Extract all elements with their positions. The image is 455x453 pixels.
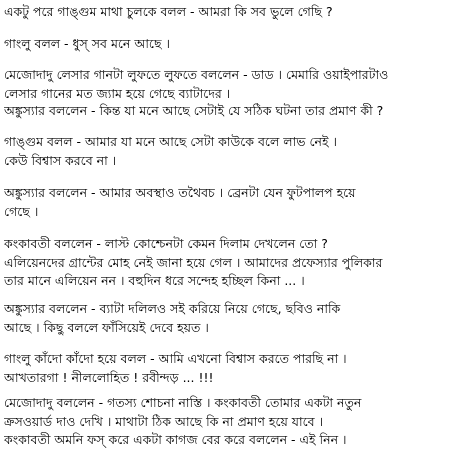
text-line: এলিয়েনদের গ্রান্টের মোহ নেই জানা হয়ে গেল । আমাদের প্রফেস্যার পুলিকার [4, 254, 383, 270]
paragraph [4, 66, 452, 103]
paragraph [4, 3, 452, 22]
paragraph [4, 184, 452, 221]
text-line: কংকাবতী অমনি ফস্ করে একটা কাগজ বের করে বললেন - এই নিন । [4, 432, 347, 447]
paragraph [4, 133, 452, 170]
text-line: মেজোদাদু বললেন - গতস্য শোচনা নাস্তি । কংকাবতী তোমার একটা নতুন [4, 395, 362, 410]
text-line: কংকাবতী বললেন - লাস্ট কোশ্চেনটা কেমন দিলাম দেখলেন তো ? [4, 236, 328, 251]
text-line: আখতারগা ! নীললোহিত ! রবীন্দড় ... !!! [4, 369, 214, 385]
text-line: অঙ্কুস্যার বললেন - আমার অবস্থাও তথৈবচ । ব্রেনটা যেন ফুটপালপ হয়ে [4, 185, 356, 200]
paragraph [4, 102, 452, 121]
text-line: তার মানে এলিয়েন নন । বহুদিন ধরে সন্দেহ হচ্ছিল কিনা ... । [4, 273, 305, 288]
text-line: একটু পরে গাঙ্গুম মাথা চুলকে বলল - আমরা কি সব ভুলে গেছি ? [4, 4, 333, 19]
text-line: গাংলু কাঁদো কাঁদো হয়ে বলল - আমি এখনো বিশ্বাস করতে পারছি না । [4, 351, 347, 366]
text-line: গেছে । [4, 203, 39, 219]
paragraph [4, 394, 452, 431]
text-line: গাংলু বলল - ধুস্ সব মনে আছে । [4, 36, 170, 51]
paragraph [4, 300, 452, 337]
paragraph [4, 235, 452, 291]
text-line: আছে । কিছু বললে ফাঁসিয়েই দেবে হয়ত । [4, 319, 209, 335]
paragraph [4, 35, 452, 54]
text-line: লেসার গানের মত জ্যাম হয়ে গেছে ব্যাটাদের । [4, 85, 231, 101]
text-line: অঙ্কুস্যার বললেন - কিন্ত যা মনে আছে সেটাই যে সঠিক ঘটনা তার প্রমাণ কী ? [4, 103, 384, 118]
paragraph [4, 350, 452, 387]
text-line: গাঙ্গুম বলল - আমার যা মনে আছে সেটা কাউকে বলে লাভ নেই । [4, 134, 337, 149]
paragraph [4, 431, 452, 450]
text-line: কেউ বিশ্বাস করবে না । [4, 152, 117, 168]
text-line: ক্রসওয়ার্ড দাও দেখি । মাথাটা ঠিক আছে কি না প্রমাণ হয়ে যাবে । [4, 413, 324, 429]
text-line: অঙ্কুস্যার বললেন - ব্যাটা দলিলও সই করিয়ে নিয়ে গেছে, ছবিও নাকি [4, 301, 341, 316]
text-line: মেজোদাদু লেসার গানটা লুফতে লুফতে বললেন - ডাড । মেমারি ওয়াইপারটাও [4, 67, 389, 82]
